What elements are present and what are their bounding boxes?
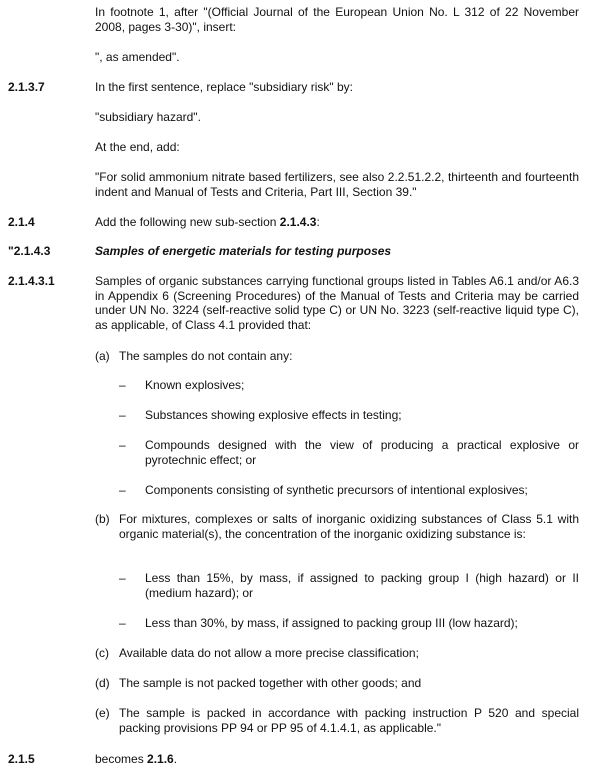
section-214-text-pre: Add the following new sub-section	[95, 215, 280, 229]
item-a-text: The samples do not contain any:	[119, 349, 293, 363]
section-2137-p3: At the end, add:	[95, 140, 180, 154]
section-2137-p4: "For solid ammonium nitrate based fertilizers, see also 2.2.51.2.2, thirteenth and fourteenth indent and Manual of Tests and Criteria, Part III, Section 39."	[95, 170, 579, 199]
section-214-text	[95, 215, 579, 230]
section-215-text-post: .	[173, 752, 178, 766]
section-number-215: 2.1.5	[8, 752, 35, 766]
item-c-text: Available data do not allow a more precise classification;	[119, 646, 419, 660]
section-number-2143: "2.1.4.3	[8, 244, 51, 258]
dash-marker: –	[119, 483, 126, 497]
footnote-instruction: In footnote 1, after "(Official Journal of the European Union No. L 312 of 22 November 2008, pages 3-30)", insert:	[95, 5, 579, 34]
item-e-text: The sample is packed in accordance with packing instruction P 520 and special packing provisions PP 94 or PP 95 of 4.1.4.1, as applicable."	[119, 706, 579, 735]
item-b-dash-1-text: Less than 15%, by mass, if assigned to packing group I (high hazard) or II (medium hazard); or	[145, 571, 579, 600]
section-number-214: 2.1.4	[8, 215, 35, 229]
item-b-label: (b)	[95, 512, 110, 526]
section-215-text	[95, 752, 579, 767]
item-b-text: For mixtures, complexes or salts of inorganic oxidizing substances of Class 5.1 with organic material(s), the concentration of the inorganic oxidizing substance is:	[119, 512, 579, 541]
dash-marker: –	[119, 408, 126, 422]
dash-marker: –	[119, 571, 126, 585]
section-21431-text: Samples of organic substances carrying functional groups listed in Tables A6.1 and/or A6.3 in Appendix 6 (Screening Procedures) of the Manual of Tests and Criteria may be carried under UN No. 3224 (self-reactive solid type C) or UN No. 3223 (self-reactive liquid type C), as applicable, of Class 4.1 provided that:	[95, 274, 579, 332]
dash-marker: –	[119, 616, 126, 630]
dash-marker: –	[119, 378, 126, 392]
section-214-text-post: :	[316, 215, 320, 229]
item-a-dash-4-text: Components consisting of synthetic precursors of intentional explosives;	[145, 483, 528, 497]
item-c-label: (c)	[95, 646, 109, 660]
section-number-2137: 2.1.3.7	[8, 80, 45, 94]
item-d-label: (d)	[95, 676, 110, 690]
item-d-text: The sample is not packed together with other goods; and	[119, 676, 422, 690]
section-number-21431: 2.1.4.3.1	[8, 274, 55, 288]
item-a-dash-1-text: Known explosives;	[145, 378, 245, 392]
item-a-label: (a)	[95, 349, 110, 363]
section-214-ref: 2.1.4.3	[279, 215, 317, 229]
section-2137-p1: In the first sentence, replace "subsidiary risk" by:	[95, 80, 353, 94]
section-215-ref: 2.1.6	[147, 752, 174, 766]
item-a-dash-2-text: Substances showing explosive effects in testing;	[145, 408, 402, 422]
item-b-dash-2-text: Less than 30%, by mass, if assigned to packing group III (low hazard);	[145, 616, 518, 630]
section-2143-title: Samples of energetic materials for testing purposes	[95, 244, 392, 258]
dash-marker: –	[119, 438, 126, 452]
item-e-label: (e)	[95, 706, 110, 720]
section-215-text-pre: becomes	[95, 752, 148, 766]
item-a-dash-3-text: Compounds designed with the view of producing a practical explosive or pyrotechnic effect; or	[145, 438, 579, 467]
section-2137-p2: "subsidiary hazard".	[95, 110, 201, 124]
amended-insert: ", as amended".	[95, 50, 180, 64]
